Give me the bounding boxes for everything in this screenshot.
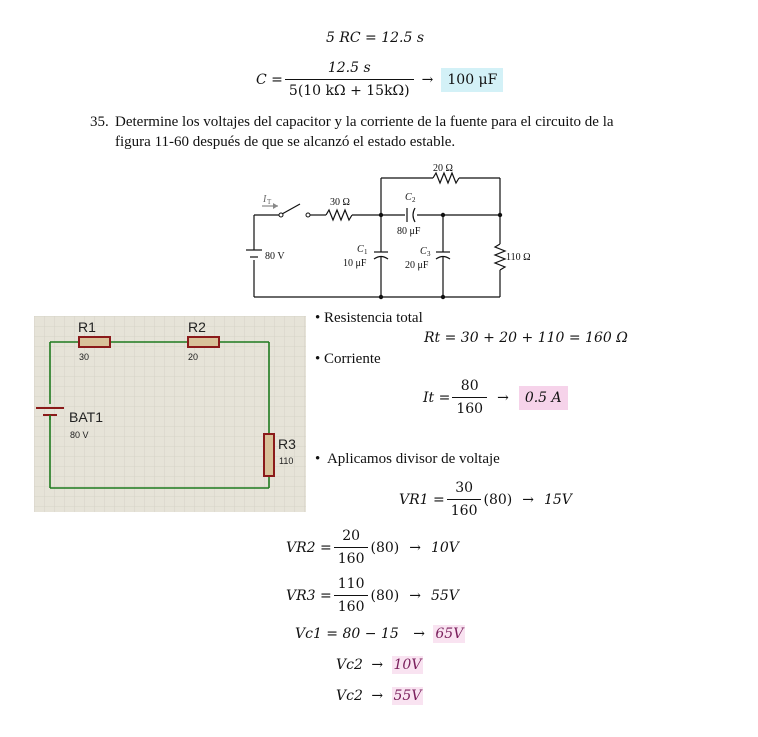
- simulation-schematic: [34, 316, 306, 512]
- current-result: 0.5 A: [519, 386, 568, 410]
- label-c1: C: [357, 244, 364, 255]
- bullet-corriente: • Corriente: [315, 351, 381, 367]
- eq-lhs: C =: [256, 71, 283, 88]
- label-c2-value: 80 μF: [397, 226, 421, 237]
- vc1-result: 65V: [435, 626, 464, 642]
- label-c3-value: 20 μF: [405, 260, 429, 271]
- sim-bat-label: BAT1: [69, 409, 103, 425]
- equation-5rc: 5 RC = 12.5 s: [326, 30, 425, 46]
- equation-vr3: VR3 = $\frac{110}{160}$ (80) → 55V: [286, 576, 459, 615]
- vc2-result-b: 55V: [393, 688, 422, 704]
- equation-vc2-b: Vc2 → 55V: [336, 688, 422, 704]
- svg-text:3: 3: [427, 250, 431, 258]
- svg-text:2: 2: [412, 196, 416, 204]
- eq-fraction: $\frac{12.5 s}{5(10 k\Omega + 15k\Omega)}$: [285, 60, 414, 99]
- equation-rt: Rt = 30 + 20 + 110 = 160 Ω: [424, 330, 628, 346]
- vc2-result-a: 10V: [393, 657, 422, 673]
- circuit-figure: [240, 158, 540, 303]
- equation-capacitance: C = $\frac{12.5 s}{5(10 k\Omega + 15k\Omega)}$ → 100 μF: [256, 60, 503, 99]
- label-r20: 20 Ω: [433, 163, 453, 174]
- sim-r3-label: R3: [278, 436, 296, 452]
- bullet-resistencia: • Resistencia total: [315, 310, 423, 326]
- sim-r1-value: 30: [79, 352, 90, 362]
- label-c3: C: [420, 246, 427, 257]
- equation-vr1: VR1 = $\frac{30}{160}$ (80) → 15V: [399, 480, 572, 519]
- svg-text:1: 1: [364, 248, 368, 256]
- equation-vr2: VR2 = $\frac{20}{160}$ (80) → 10V: [286, 528, 459, 567]
- problem-number: 35.: [90, 114, 109, 130]
- label-r110: 110 Ω: [506, 252, 531, 263]
- equation-vc1: Vc1 = 80 − 15 → 65V: [295, 626, 464, 642]
- capacitance-result: 100 μF: [441, 68, 503, 92]
- sim-r3-value: 110: [279, 456, 294, 466]
- sim-r2-label: R2: [188, 319, 206, 335]
- equation-vc2-a: Vc2 → 10V: [336, 657, 422, 673]
- bullet-divisor: • Aplicamos divisor de voltaje: [315, 451, 500, 467]
- label-source: 80 V: [265, 251, 285, 262]
- equation-it: It = $\frac{80}{160}$ → 0.5 A: [423, 378, 568, 417]
- sim-bat-value: 80 V: [70, 430, 89, 440]
- sim-r2-value: 20: [188, 352, 199, 362]
- label-c2: C: [405, 192, 412, 203]
- problem-line-2: figura 11-60 después de que se alcanzó el estado estable.: [115, 134, 456, 150]
- sim-r1-label: R1: [78, 319, 96, 335]
- svg-text:T: T: [267, 198, 272, 206]
- label-current: I: [263, 194, 267, 205]
- problem-line-1: Determine los voltajes del capacitor y la corriente de la fuente para el circuito de la: [115, 114, 614, 130]
- label-r30: 30 Ω: [330, 197, 350, 208]
- label-c1-value: 10 μF: [343, 258, 367, 269]
